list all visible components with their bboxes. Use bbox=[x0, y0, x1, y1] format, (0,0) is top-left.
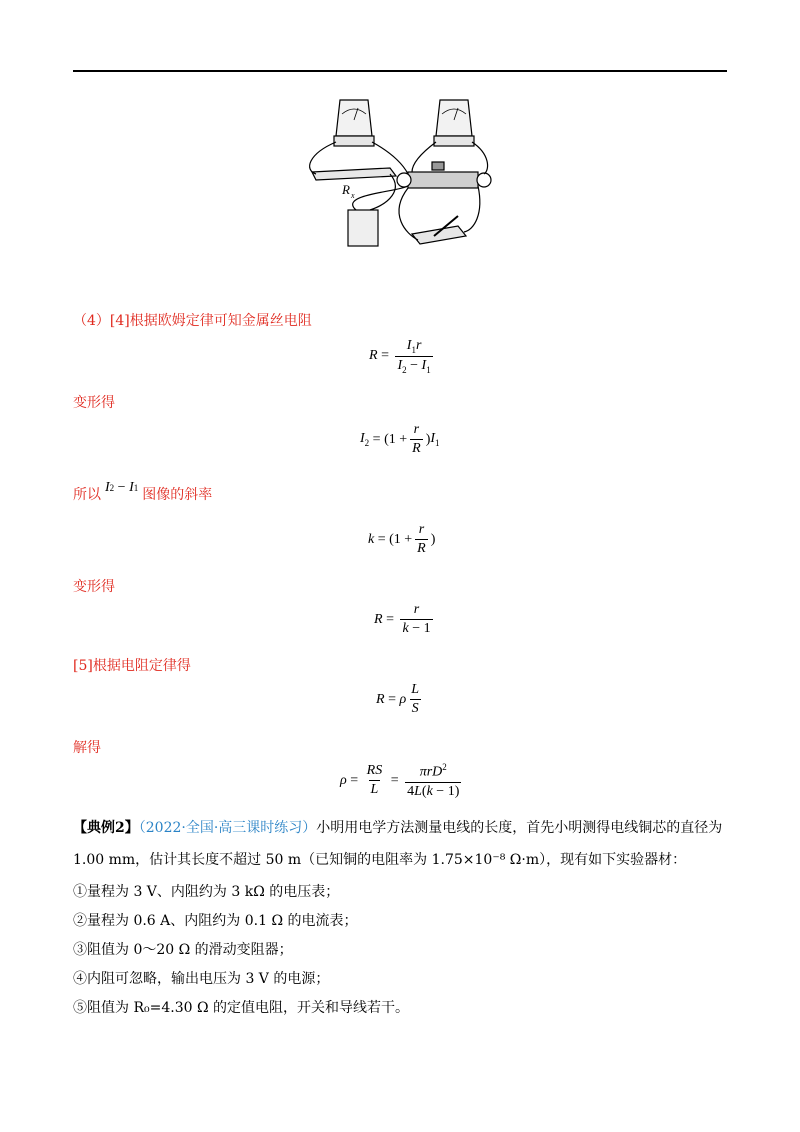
slope-line bbox=[73, 480, 213, 504]
example-line1 bbox=[73, 818, 722, 838]
i2-i1-symbol: I 2 − I 1 bbox=[105, 480, 139, 495]
equation-r-k: R = $\frac{r}{k - 1}$ bbox=[374, 602, 431, 636]
so-prefix: 所以 bbox=[73, 487, 101, 503]
circuit-diagram bbox=[308, 94, 494, 259]
so-suffix: 图像的斜率 bbox=[142, 487, 213, 503]
example-text-1: 小明用电学方法测量电线的长度，首先小明测得电线铜芯的直径为 bbox=[316, 820, 723, 836]
equation-resistance-law: R = ρ $\frac{L}{S}$ bbox=[376, 682, 419, 716]
equation-k: k = (1 + $\frac{r}{R}$ ) bbox=[368, 522, 436, 556]
equipment-item-5: ⑤阻值为 R₀=4.30 Ω 的定值电阻，开关和导线若干。 bbox=[73, 1000, 410, 1016]
battery bbox=[348, 210, 378, 246]
equipment-item-1: ①量程为 3 V、内阻约为 3 kΩ 的电压表； bbox=[73, 884, 340, 900]
equipment-item-4: ④内阻可忽略，输出电压为 3 V 的电源； bbox=[73, 971, 330, 987]
transform2-text: 变形得 bbox=[73, 579, 115, 595]
rx-subscript: x bbox=[351, 191, 355, 200]
equipment-item-3: ③阻值为 0～20 Ω 的滑动变阻器； bbox=[73, 942, 293, 958]
voltmeter-left bbox=[336, 100, 372, 136]
equation-i2: $I_2$ = (1 + $\frac{r}{R}$ ) $I_1$ bbox=[360, 422, 440, 456]
equation-ohm: R = $\frac{I_1r}{I_2 - I_1}$ bbox=[369, 338, 431, 375]
step5-text: [5]根据电阻定律得 bbox=[73, 658, 191, 674]
rheostat bbox=[408, 172, 478, 188]
solve-text: 解得 bbox=[73, 740, 101, 756]
header-rule bbox=[73, 70, 727, 72]
example-line2: 1.00 mm，估计其长度不超过 50 m（已知铜的电阻率为 1.75×10⁻⁸ Ω·m），现有如下实验器材： bbox=[73, 852, 687, 868]
example-tag: 【典例2】 bbox=[73, 820, 139, 836]
step4-text: （4）[4]根据欧姆定律可知金属丝电阻 bbox=[73, 313, 312, 329]
rx-label: R bbox=[342, 182, 350, 197]
ammeter-right bbox=[436, 100, 472, 136]
equipment-item-2: ②量程为 0.6 A、内阻约为 0.1 Ω 的电流表； bbox=[73, 913, 358, 929]
switch bbox=[412, 226, 466, 244]
example-source: （2022·全国·高三课时练习） bbox=[138, 820, 317, 836]
equation-rho: ρ = $\frac{RS}{L}$ = $\frac{\pi rD^2}{4L(k - 1)}$ bbox=[340, 762, 460, 799]
resistor-rx bbox=[312, 168, 396, 180]
transform1-text: 变形得 bbox=[73, 395, 115, 411]
